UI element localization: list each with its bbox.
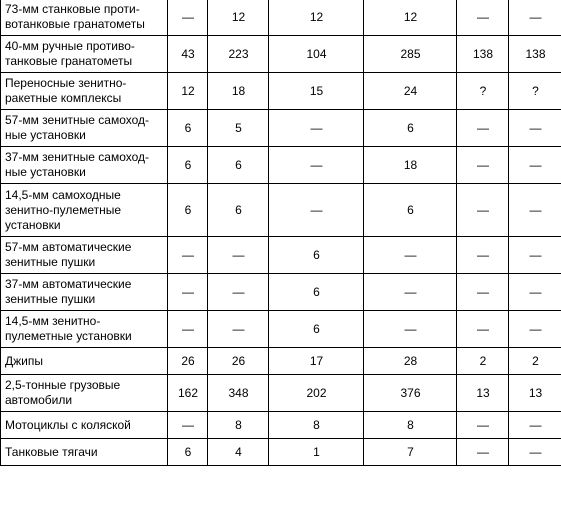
table-body	[1, 0, 561, 466]
table-cell: 223	[208, 36, 269, 73]
table-cell: —	[509, 110, 561, 147]
table-cell: 6	[208, 184, 269, 237]
row-label	[1, 110, 168, 147]
table-cell: 26	[168, 348, 208, 375]
table-cell: —	[168, 237, 208, 274]
table-cell: 285	[364, 36, 457, 73]
row-label-line: пулеметные установки	[5, 329, 132, 343]
table-cell: 8	[364, 412, 457, 439]
table-cell: 17	[269, 348, 364, 375]
table-cell: —	[364, 237, 457, 274]
table-cell: 4	[208, 439, 269, 466]
row-label-line: 57-мм зенитные самоход-	[5, 113, 150, 127]
table-cell: 6	[269, 274, 364, 311]
table-cell: 6	[168, 184, 208, 237]
table-cell: 5	[208, 110, 269, 147]
table-cell: —	[509, 147, 561, 184]
table-cell: 6	[269, 237, 364, 274]
table-cell: 6	[168, 110, 208, 147]
table-cell: —	[364, 311, 457, 348]
table-cell: 202	[269, 375, 364, 412]
table-cell: 2	[457, 348, 509, 375]
table-cell: —	[457, 110, 509, 147]
table-cell: —	[457, 412, 509, 439]
table-cell: 6	[364, 184, 457, 237]
table-cell: 6	[208, 147, 269, 184]
table-row	[1, 311, 561, 348]
row-label-line: Танковые тягачи	[5, 444, 98, 459]
table-row	[1, 375, 561, 412]
row-label-line: Мотоциклы с коляской	[5, 417, 131, 432]
row-label-line: вотанковые гранатометы	[5, 17, 145, 31]
table-cell: 24	[364, 73, 457, 110]
table-cell: 15	[269, 73, 364, 110]
row-label-line: ные установки	[5, 165, 86, 179]
table-cell: 8	[208, 412, 269, 439]
table-cell: ?	[509, 73, 561, 110]
table-cell: —	[457, 274, 509, 311]
table-cell: 12	[364, 0, 457, 36]
table-cell: 18	[208, 73, 269, 110]
table-cell: —	[457, 147, 509, 184]
table-cell: —	[168, 412, 208, 439]
row-label-line: 73-мм станковые проти-	[5, 2, 140, 16]
table-row	[1, 237, 561, 274]
table-cell: 6	[364, 110, 457, 147]
table-cell: 6	[168, 439, 208, 466]
table-cell: —	[269, 184, 364, 237]
table-cell: —	[168, 311, 208, 348]
table-cell: 13	[457, 375, 509, 412]
table-row	[1, 184, 561, 237]
table-cell: 7	[364, 439, 457, 466]
table-cell: —	[457, 184, 509, 237]
table-cell: 12	[269, 0, 364, 36]
row-label-line: автомобили	[5, 393, 73, 407]
table-cell: 18	[364, 147, 457, 184]
row-label	[1, 375, 168, 412]
table-row	[1, 348, 561, 375]
table-cell: 1	[269, 439, 364, 466]
table-row	[1, 73, 561, 110]
row-label	[1, 237, 168, 274]
table-cell: —	[208, 237, 269, 274]
row-label	[1, 311, 168, 348]
row-label-line: 14,5-мм зенитно-	[5, 314, 101, 328]
row-label	[1, 348, 168, 375]
table-cell: 6	[168, 147, 208, 184]
row-label-line: ракетные комплексы	[5, 91, 122, 105]
table-cell: —	[457, 237, 509, 274]
table-cell: 12	[208, 0, 269, 36]
table-cell: 348	[208, 375, 269, 412]
table-cell: 8	[269, 412, 364, 439]
row-label-line: установки	[5, 217, 61, 232]
table-cell: 2	[509, 348, 561, 375]
table-cell: —	[457, 439, 509, 466]
table-cell: —	[509, 439, 561, 466]
table-cell: 28	[364, 348, 457, 375]
table-cell: 376	[364, 375, 457, 412]
table-cell: —	[509, 237, 561, 274]
table-cell: —	[168, 0, 208, 36]
table-cell: 6	[269, 311, 364, 348]
row-label-line: Переносные зенитно-	[5, 76, 127, 90]
table-cell: —	[269, 147, 364, 184]
row-label-line: 37-мм автоматические	[5, 277, 132, 291]
table-cell: 138	[509, 36, 561, 73]
table-cell: 162	[168, 375, 208, 412]
row-label-line: ные установки	[5, 128, 86, 142]
table-cell: —	[168, 274, 208, 311]
table-cell: —	[208, 274, 269, 311]
row-label	[1, 412, 168, 439]
row-label-line: 2,5-тонные грузовые	[5, 378, 121, 392]
row-label-line: зенитные пушки	[5, 255, 96, 269]
table-row	[1, 0, 561, 36]
table-cell: —	[509, 184, 561, 237]
row-label-line: Джипы	[5, 353, 43, 368]
row-label	[1, 439, 168, 466]
table-cell: —	[509, 0, 561, 36]
table-cell: 43	[168, 36, 208, 73]
table-row	[1, 412, 561, 439]
table-cell: —	[457, 0, 509, 36]
table-cell: 12	[168, 73, 208, 110]
row-label-line: 14,5-мм самоходные	[5, 187, 121, 202]
table-cell: —	[457, 311, 509, 348]
row-label-line: зенитно-пулеметные	[5, 202, 122, 217]
table-cell: —	[509, 311, 561, 348]
row-label	[1, 184, 168, 237]
table-cell: 138	[457, 36, 509, 73]
table-cell: —	[269, 110, 364, 147]
row-label-line: танковые гранатометы	[5, 54, 133, 68]
table-cell: 26	[208, 348, 269, 375]
table-row	[1, 110, 561, 147]
row-label	[1, 73, 168, 110]
table-cell: 13	[509, 375, 561, 412]
table-row	[1, 439, 561, 466]
table-cell: —	[509, 274, 561, 311]
row-label	[1, 0, 168, 36]
row-label	[1, 274, 168, 311]
table-cell: 104	[269, 36, 364, 73]
row-label-line: 40-мм ручные противо-	[5, 39, 135, 53]
table-cell: —	[364, 274, 457, 311]
table-cell: ?	[457, 73, 509, 110]
table-row	[1, 274, 561, 311]
row-label-line: зенитные пушки	[5, 292, 96, 306]
table-row	[1, 36, 561, 73]
row-label-line: 57-мм автоматические	[5, 240, 132, 254]
table-cell: —	[509, 412, 561, 439]
row-label	[1, 36, 168, 73]
row-label	[1, 147, 168, 184]
table-cell: —	[208, 311, 269, 348]
row-label-line: 37-мм зенитные самоход-	[5, 150, 150, 164]
table-row	[1, 147, 561, 184]
